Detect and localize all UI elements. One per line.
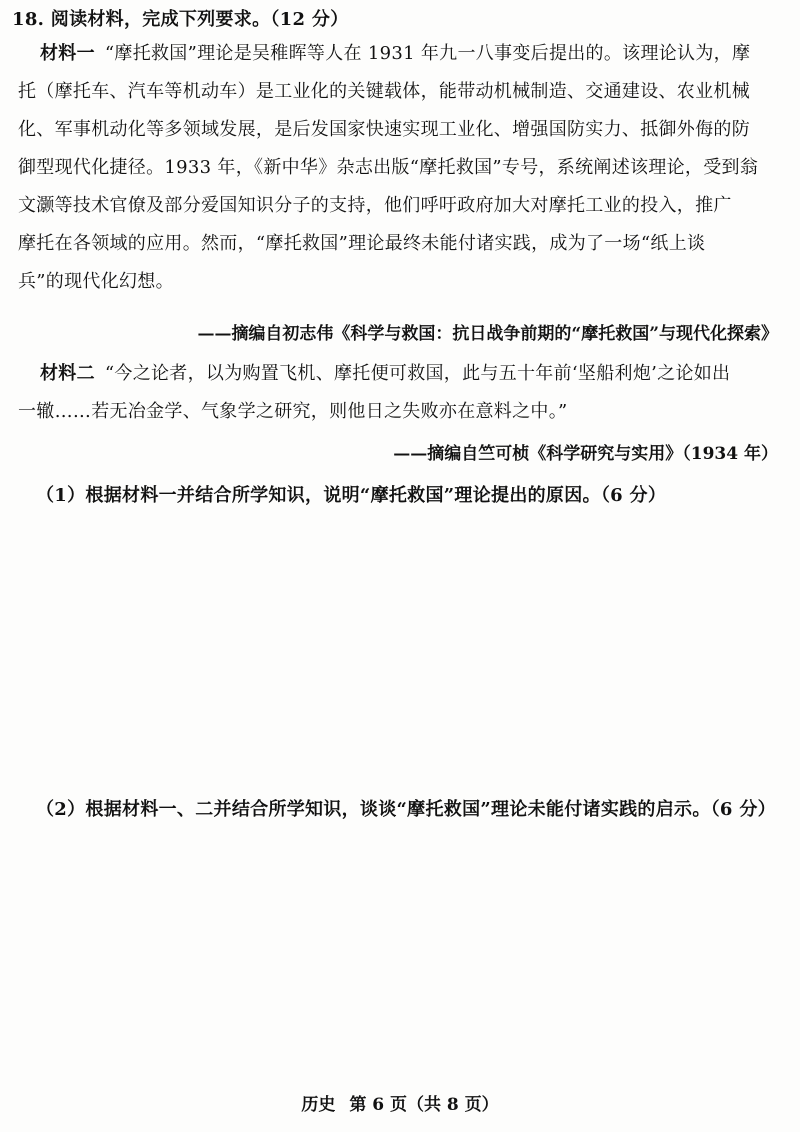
material2-text-1: “今之论者，以为购置飞机、摩托便可救国，此与五十年前‘坚船利炮’之论如出 xyxy=(104,363,731,384)
material1-text-1: “摩托救国”理论是吴稚晖等人在 1931 年九一八事变后提出的。该理论认为，摩 xyxy=(104,43,751,64)
material1-line-6: 摩托在各领域的应用。然而，“摩托救国”理论最终未能付诸实践，成为了一场“纸上谈 xyxy=(18,233,706,254)
answer-area-2[interactable] xyxy=(40,834,760,1074)
material1-line-5: 文灏等技术官僚及部分爱国知识分子的支持，他们呼吁政府加大对摩托工业的投入，推广 xyxy=(18,195,732,216)
material1-line-1 xyxy=(40,42,782,66)
footer-subject: 历史 xyxy=(301,1095,336,1115)
material2-label: 材料二 xyxy=(40,363,95,384)
material1-label: 材料一 xyxy=(40,43,95,64)
material1-line-2: 托（摩托车、汽车等机动车）是工业化的关键载体，能带动机械制造、交通建设、农业机械 xyxy=(18,81,750,102)
material1-line-4: 御型现代化捷径。1933 年，《新中华》杂志出版“摩托救国”专号，系统阐述该理论，受到翁 xyxy=(18,157,759,178)
material2-line-2: 一辙……若无冶金学、气象学之研究，则他日之失败亦在意料之中。” xyxy=(18,401,568,422)
material2-line-1 xyxy=(40,362,782,386)
answer-area-1[interactable] xyxy=(40,520,760,780)
material2-source: ——摘编自竺可桢《科学研究与实用》（1934 年） xyxy=(393,444,778,464)
sub-question-1: （1）根据材料一并结合所学知识，说明“摩托救国”理论提出的原因。（6 分） xyxy=(36,485,667,506)
sub-question-2: （2）根据材料一、二并结合所学知识，谈谈“摩托救国”理论未能付诸实践的启示。（6 分） xyxy=(36,799,776,820)
footer-page-number: 第 6 页（共 8 页） xyxy=(349,1095,499,1115)
page-footer xyxy=(0,1090,800,1115)
material1-source: ——摘编自初志伟《科学与救国：抗日战争前期的“摩托救国”与现代化探索》 xyxy=(197,324,778,344)
question-header: 18. 阅读材料，完成下列要求。（12 分） xyxy=(12,9,349,30)
material1-line-3: 化、军事机动化等多领域发展，是后发国家快速实现工业化、增强国防实力、抵御外侮的防 xyxy=(18,119,750,140)
material1-line-7: 兵”的现代化幻想。 xyxy=(18,271,174,292)
